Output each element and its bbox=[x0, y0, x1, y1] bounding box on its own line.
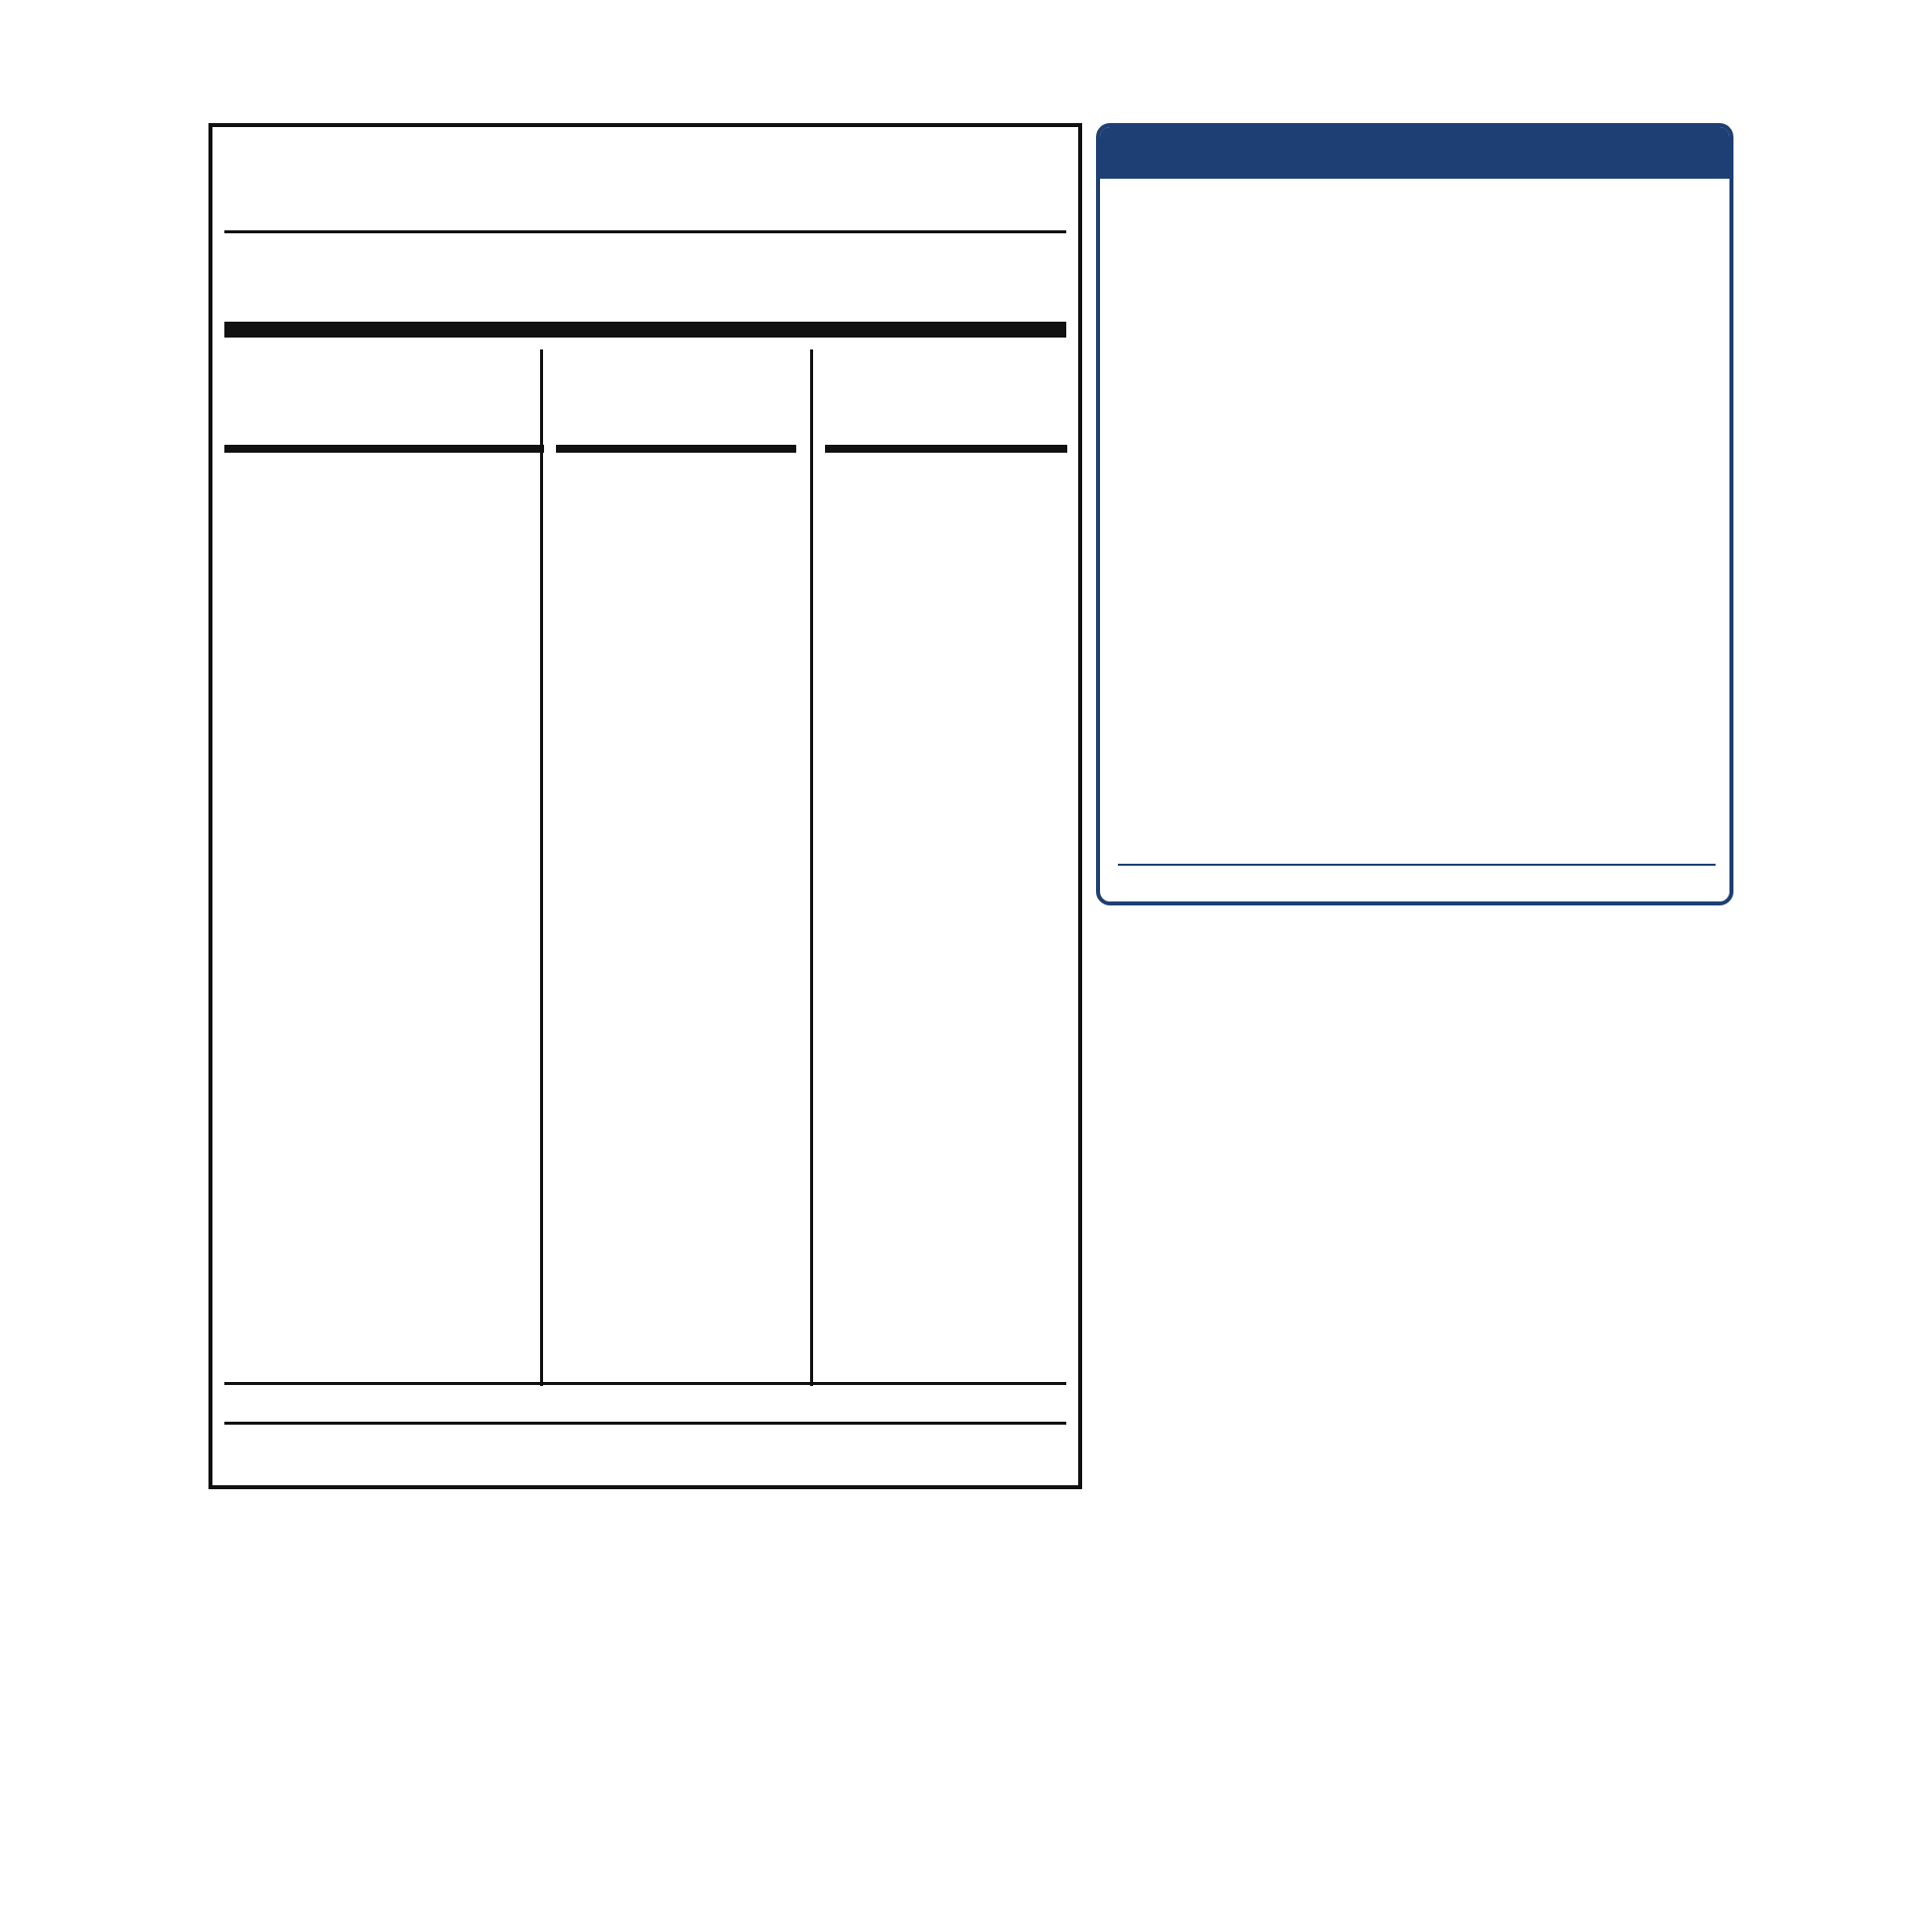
column-divider-1 bbox=[540, 349, 543, 1386]
nutrition-facts-panel bbox=[208, 123, 1082, 1489]
thick-rule-top bbox=[224, 322, 1066, 338]
column-divider-2 bbox=[810, 349, 813, 1386]
amino-header bbox=[1100, 127, 1729, 179]
title-rule bbox=[224, 230, 1066, 233]
calories-rule-col2 bbox=[825, 445, 1067, 453]
amino-rule bbox=[1118, 864, 1716, 866]
calories-rule-col1 bbox=[556, 445, 796, 453]
footnote-rule-1 bbox=[224, 1382, 1066, 1385]
amino-acid-panel bbox=[1096, 123, 1733, 905]
footnote-rule-2 bbox=[224, 1422, 1066, 1425]
ingredients bbox=[210, 1491, 925, 1503]
calories-rule-name bbox=[224, 445, 544, 453]
